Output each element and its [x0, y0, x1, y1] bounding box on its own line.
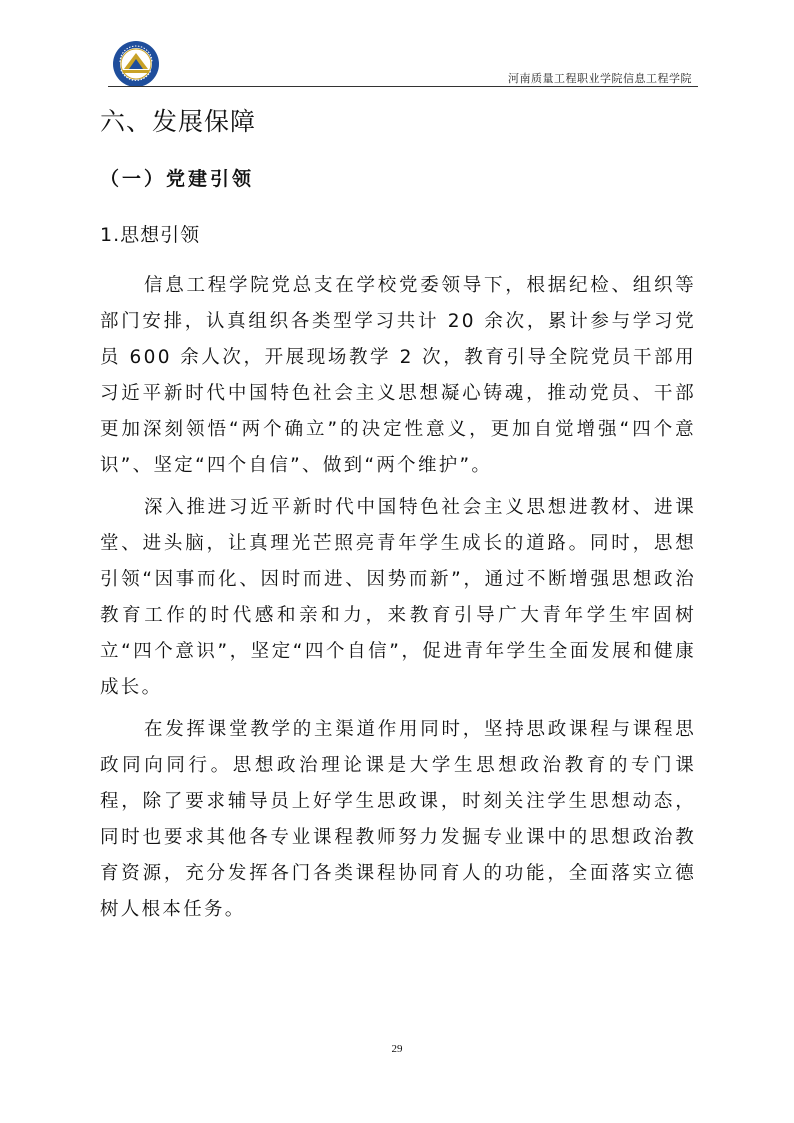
- page-number: 29: [391, 1043, 403, 1055]
- paragraph: 在发挥课堂教学的主渠道作用同时，坚持思政课程与课程思政同向同行。思想政治理论课是大学生思想政治教育的专门课程，除了要求辅导员上好学生思政课，时刻关注学生思想动态，同时也要求其他各专业课程教师努力发掘专业课中的思想政治教育资源，充分发挥各门各类课程协同育人的功能，全面落实立德树人根本任务。: [100, 719, 696, 920]
- section-title: 六、发展保障: [100, 107, 257, 136]
- paragraph: 信息工程学院党总支在学校党委领导下，根据纪检、组织等部门安排，认真组织各类型学习共计 20 余次，累计参与学习党员 600 余人次，开展现场教学 2 次，教育引导全院党员干部用习近平新时代中国特色社会主义思想凝心铸魂，推动党员、干部更加深刻领悟“两个确立”的决定性意义，更加自觉增强“四个意识”、坚定“四个自信”、做到“两个维护”。: [100, 275, 696, 476]
- college-seal-icon: [112, 40, 160, 88]
- page-header: [108, 40, 698, 88]
- header-institution: 河南质量工程职业学院信息工程学院: [508, 72, 692, 85]
- subsubsection-title: 1.思想引领: [100, 224, 201, 246]
- subsection-title: （一）党建引领: [100, 168, 255, 190]
- header-divider: [108, 86, 698, 87]
- paragraph: 深入推进习近平新时代中国特色社会主义思想进教材、进课堂、进头脑，让真理光芒照亮青年学生成长的道路。同时，思想引领“因事而化、因时而进、因势而新”，通过不断增强思想政治教育工作的时代感和亲和力，来教育引导广大青年学生牢固树立“四个意识”，坚定“四个自信”，促进青年学生全面发展和健康成长。: [100, 497, 696, 698]
